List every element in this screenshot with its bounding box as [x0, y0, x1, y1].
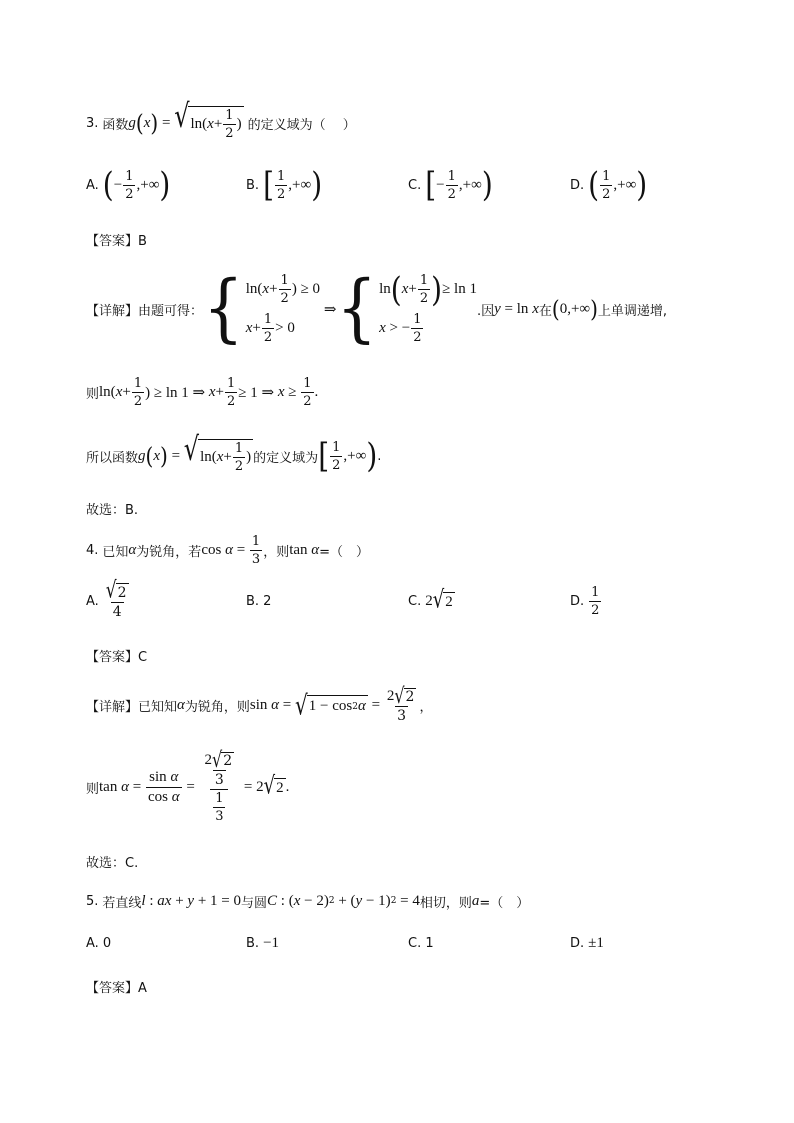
q3-explanation: 【详解】由题可得： { ln( x + $\frac{1}{2}$ ) ≥ 0 x + $\frac{1}{2}$ > 0 ⇒ { ln ( x + $\frac{1}{2}$ ) ≥ ln 1 x > − $\frac{1}{2}$ .因 y = ln x 在 ( 0,+∞ ) 上单调递增, — [86, 266, 668, 352]
q3-sqrt-expr: √ ln( x + $\frac{1}{2}$ ) — [174, 97, 242, 141]
q3-answer: 【答案】B — [86, 234, 147, 249]
q4-explanation: 【详解】已知知 α 为锐角，则 sin α = √ 1 − cos 2 α = 2 √ 2 3 ， — [86, 682, 433, 724]
q5-option-c: C. 1 — [408, 936, 434, 951]
q3-option-a: A. ( − $\frac{1}{2}$ ,+∞ ) — [86, 164, 171, 205]
q5-number: 5. — [86, 893, 99, 909]
q3-derivation: 则 ln( x + $\frac{1}{2}$ ) ≥ ln 1 ⇒ x + $\frac{1}{2}$ ≥ 1 ⇒ x ≥ $\frac{1}{2}$ . — [86, 375, 319, 409]
q4-option-d: D. 1 2 — [570, 584, 600, 618]
q3-conclusion: 所以函数 g ( x ) = √ ln( x + $\frac{1}{2}$ ) 的定义域为 [ 1 2 ,+∞ ) . — [86, 430, 382, 476]
q4-option-b: B. 2 — [246, 594, 272, 609]
q5-stem: 5. 若直线 l : ax + y + 1 = 0 与圆 C : ( x − 2) 2 + ( y − 1) 2 = 4 相切，则 a =（ ） — [86, 892, 530, 911]
q3-choose: 故选：B. — [86, 503, 139, 518]
q5-answer: 【答案】A — [86, 981, 147, 996]
q4-stem: 4. 已知 α 为锐角，若 cos α = $\frac{1}{3}$ ，则 tan α =（ ） — [86, 533, 370, 567]
q5-option-d: D. ±1 — [570, 934, 604, 951]
q4-number: 4. — [86, 542, 99, 558]
q4-derivation: 则 tan α = $\frac{\text{sin α}}{\text{cos α}}$ = 2 √ 2 3 $\frac{1}{3}$ = 2 √ 2 . — [86, 746, 290, 824]
q4-answer: 【答案】C — [86, 650, 148, 665]
q3-option-c: C. [ − $\frac{1}{2}$ ,+∞ ) — [408, 164, 493, 205]
q4-option-c: C. 2 √ 2 — [408, 585, 453, 614]
q3-option-b: B. [ 1 2 ,+∞ ) — [246, 164, 323, 205]
q3-option-d: D. ( 1 2 ,+∞ ) — [570, 164, 648, 205]
q4-choose: 故选：C. — [86, 856, 139, 871]
q4-option-a: A. √ 2 4 — [86, 577, 127, 620]
q3-stem: 3. 函数 g ( x ) = √ ln( x + $\frac{1}{2}$ ) 的定义域为（ ） — [86, 97, 356, 141]
q5-option-a: A. 0 — [86, 936, 112, 951]
q3-number: 3. — [86, 115, 99, 131]
q5-option-b: B. −1 — [246, 934, 280, 951]
